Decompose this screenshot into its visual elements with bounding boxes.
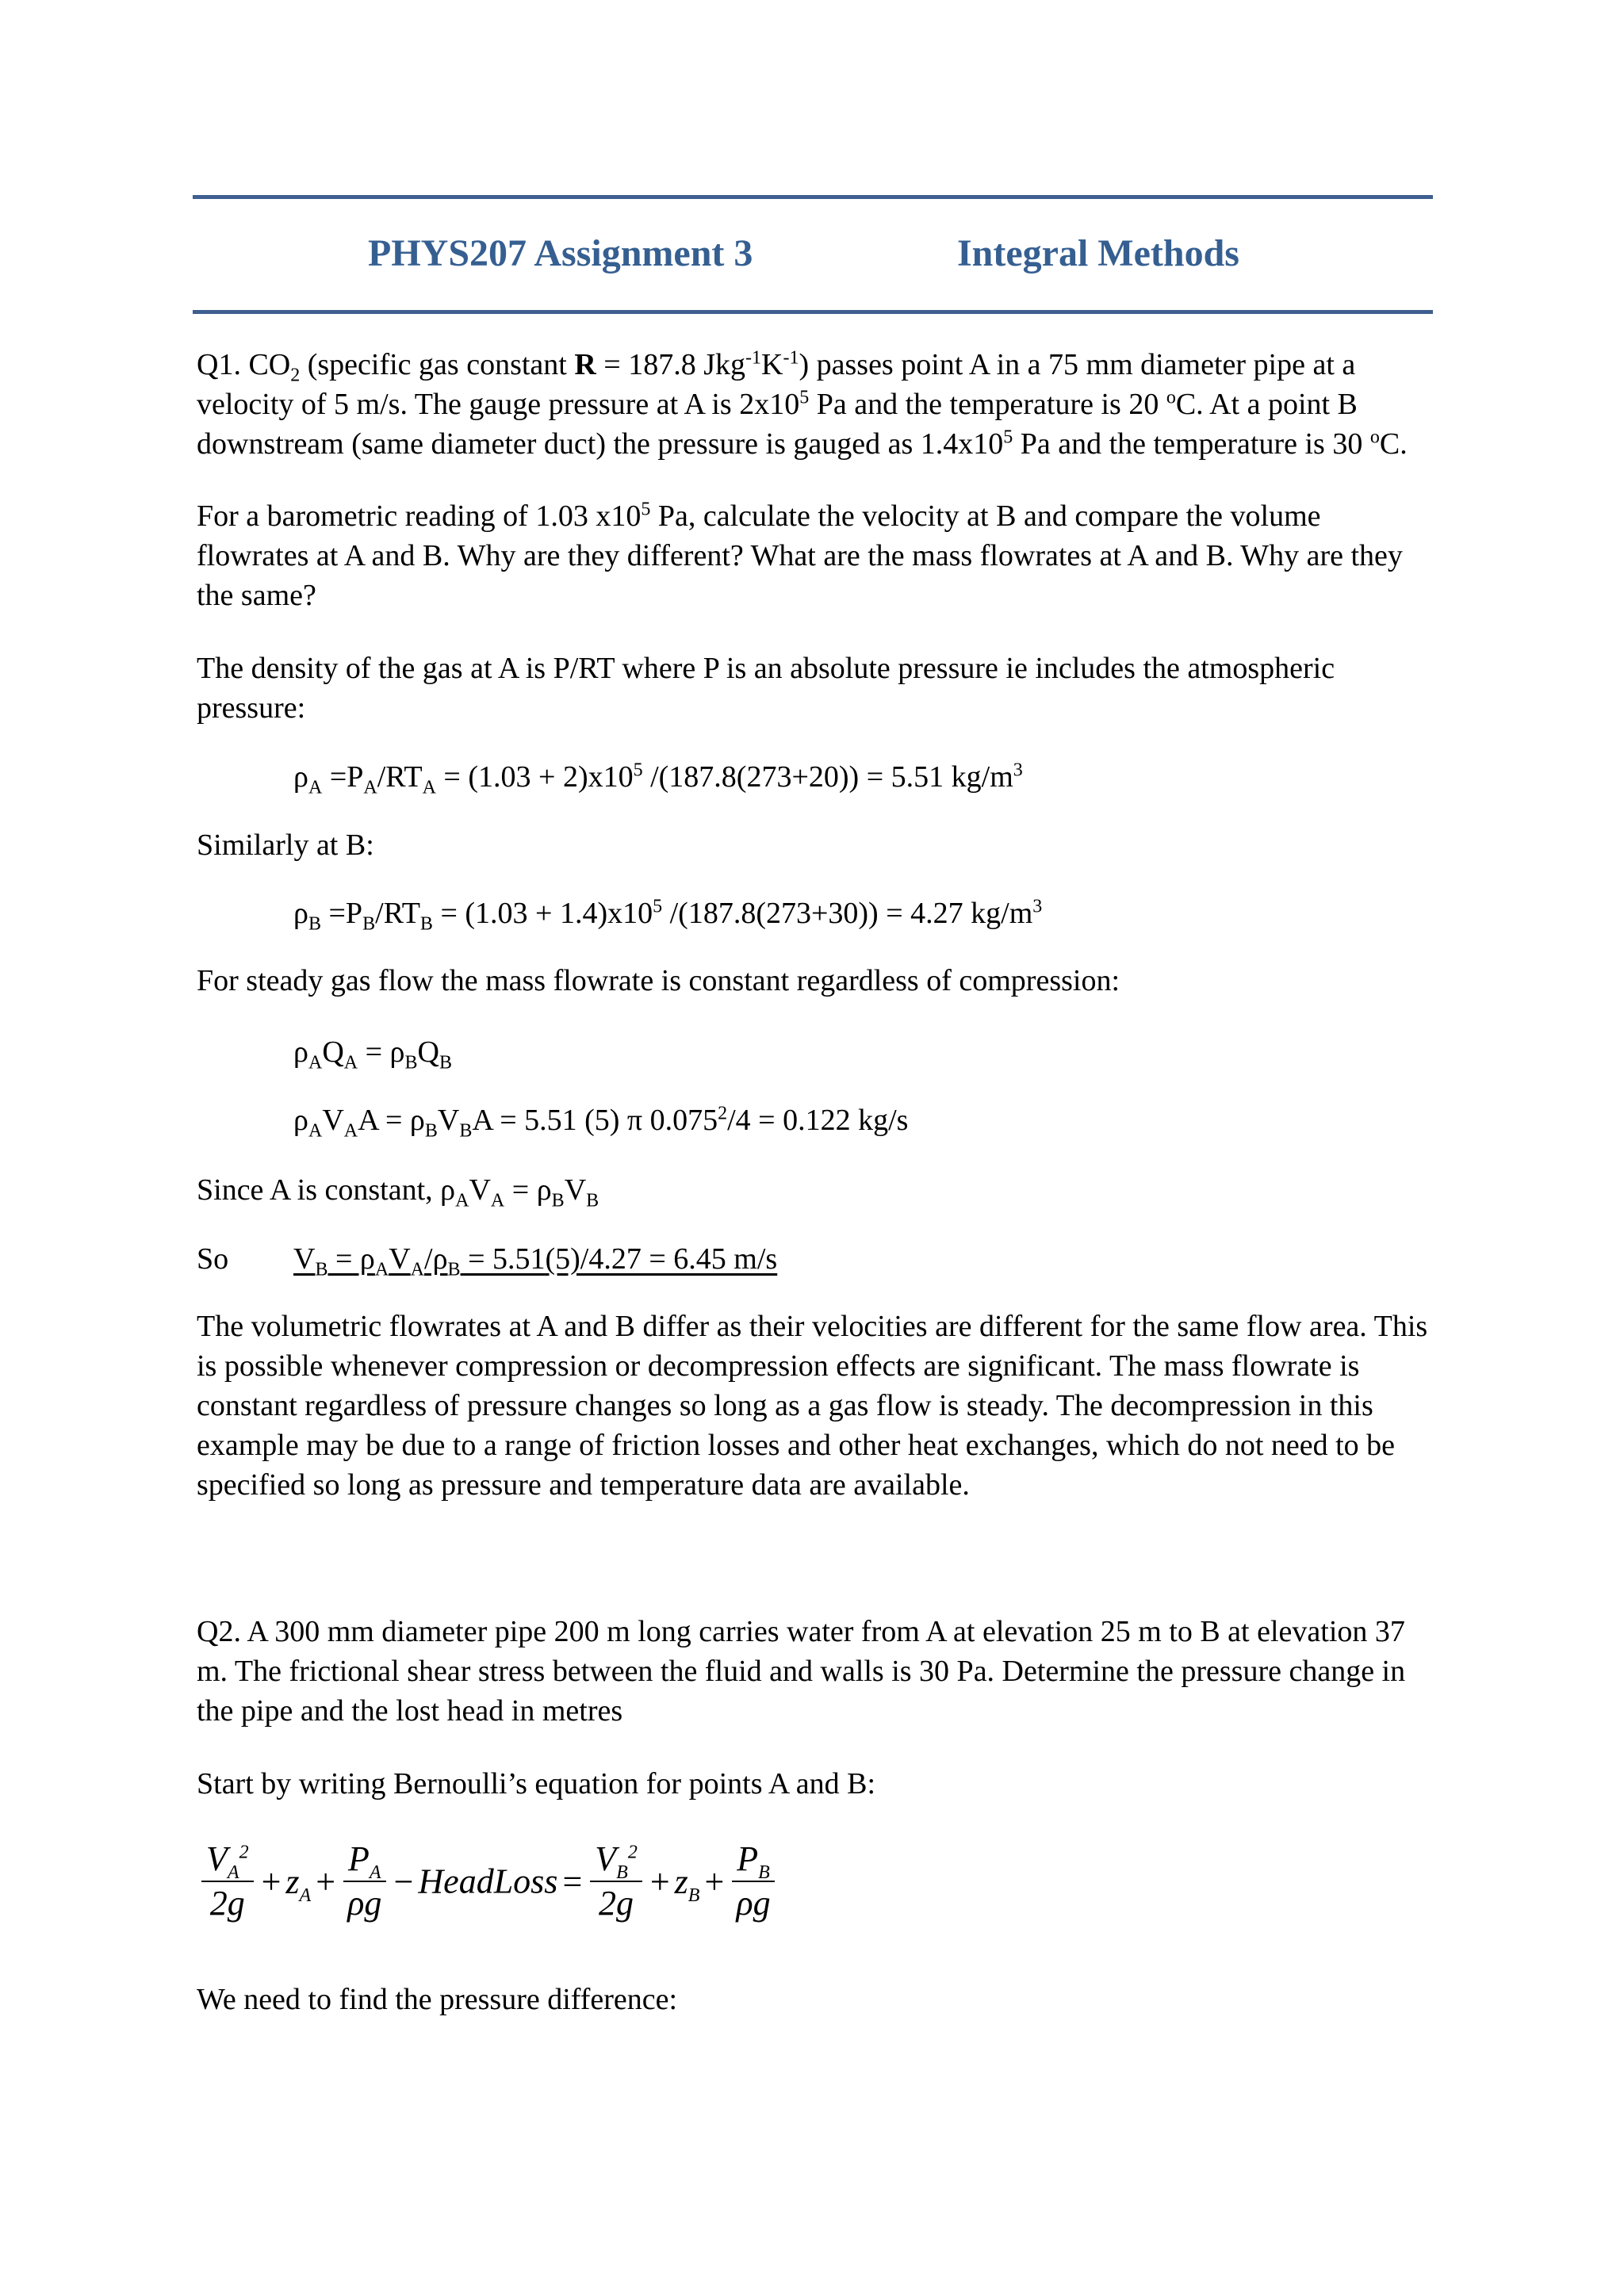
density-a-equation: $\rho_A =P_A/RT_A = (1.03 + 2)x10^5$ /(187.8(273+20)) = 5.51 $kg/m^3$ — [293, 760, 1023, 798]
similarly-label: Similarly at B: — [197, 828, 374, 862]
header-bottom-rule — [193, 310, 1433, 314]
mass-flow-value-equation: $\rho_AV_AA = \rho_BV_BA = 5.51$ (5) π $0.075^2/4 = 0.122$ kg/s — [293, 1103, 909, 1142]
bernoulli-intro: Start by writing Bernoulli’s equation for points A and B: — [197, 1767, 876, 1800]
volumetric-flow-explanation: The volumetric flowrates at A and B differ as their velocities are different for the same flow area. This is possible whenever compression or decompression effects are significant. The mass flowrate is constant regardless of pressure changes so long as a gas flow is steady. The decompression in this example may be due to a range of friction losses and other heat exchanges, which do not need to be specified so long as pressure and temperature data are available. — [197, 1310, 1428, 1502]
so-label: So — [197, 1242, 229, 1276]
q1-barometric-paragraph: For a barometric reading of 1.03 $x10^5$ Pa, calculate the velocity at B and compare the volume flowrates at A and B. Why are they different? What are the mass flowrates at A and B. Why are they the same? — [197, 499, 1403, 612]
q2-question-paragraph: Q2. A 300 mm diameter pipe 200 m long carries water from A at elevation 25 m to B at elevation 37 m. The frictional shear stress between the fluid and walls is 30 Pa. Determine the pressure change in the pipe and the lost head in metres — [197, 1615, 1406, 1728]
q1-question-paragraph: Q1. $CO_2$ (specific gas constant R = 187.8 $Jkg^{-1}K^{-1}$) passes point A in a 75 mm diameter pipe at a velocity of 5 m/s. The gauge pressure at A is $2x10^5$ Pa and the temperature is 20 $^o$C. At a point B downstream (same diameter duct) the pressure is gauged as $1.4x10^5$ Pa and the temperature is 30 $^o$C. — [197, 347, 1408, 461]
area-constant-paragraph: Since A is constant, $\rho_AV_A = \rho_BV_B$ — [197, 1173, 599, 1211]
q1-density-paragraph: The density of the gas at A is P/RT where P is an absolute pressure ie includes the atmospheric pressure: — [197, 652, 1335, 725]
section-title: Integral Methods — [957, 232, 1239, 274]
density-b-equation: $\rho_B =P_B/RT_B = (1.03 + 1.4)x10^5$ /(187.8(273+30)) = 4.27 $kg/m^3$ — [293, 896, 1043, 935]
bernoulli-equation: $\frac{V_A^2}{2g}$ + $z_A$ + $\frac{P_A}{\rho g}$ − HeadLoss = $\frac{V_B^2}{2g}$ + $z_B$ + $\frac{P_B}{\rho g}$ — [198, 1838, 778, 1925]
pressure-difference-intro: We need to find the pressure difference: — [197, 1983, 678, 2016]
header-top-rule — [193, 195, 1433, 199]
velocity-b-result: $V_B = \rho_AV_A/\rho_B = 5.51(5)/4.27 = 6.45$ m/s — [293, 1242, 778, 1280]
mass-flow-equation: $\rho_AQ_A = \rho_BQ_B$ — [293, 1035, 452, 1073]
assignment-title: PHYS207 Assignment 3 — [368, 232, 753, 274]
steady-flow-paragraph: For steady gas flow the mass flowrate is constant regardless of compression: — [197, 964, 1120, 997]
